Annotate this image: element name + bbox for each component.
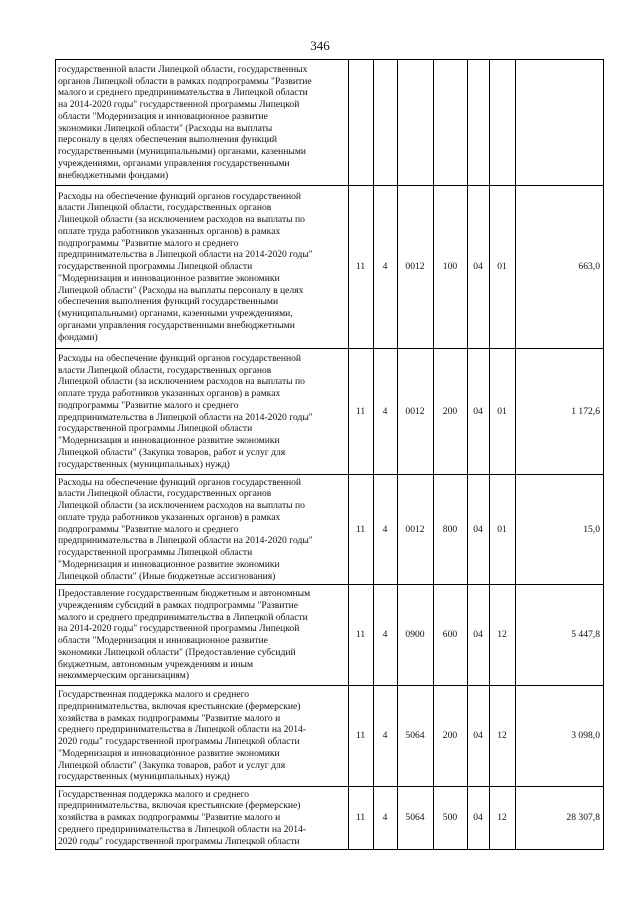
row-description: Расходы на обеспечение функций органов государственной власти Липецкой области, государственных органов Липецкой области (за исключением расходов на выплаты по оплате труда работников указанных органов) в рамках подпрограммы "Развитие малого и среднего предпринимательства в Липецкой области на 2014-2020 годы" государственной программы Липецкой области "Модернизация и инновационное развитие экономики Липецкой области" (Закупка товаров, работ и услуг для государственных (муниципальных) нужд) xyxy=(56,349,349,475)
cell-col6: 01 xyxy=(490,475,516,585)
page-number: 346 xyxy=(310,38,330,53)
cell-col4: 800 xyxy=(434,475,468,585)
row-description: Государственная поддержка малого и среднего предпринимательства, включая крестьянские (фермерские) хозяйства в рамках подпрограммы "Развитие малого и среднего предпринимательства в Липецкой области на 2014- 2020 годы" государственной программы Липецкой области "Модернизация и инновационное развитие экономики Липецкой области" (Закупка товаров, работ и услуг для государственных (муниципальных) нужд) xyxy=(56,686,349,787)
cell-col2 xyxy=(374,60,398,186)
table-row xyxy=(56,349,604,475)
cell-col1 xyxy=(349,60,374,186)
cell-amount: 5 447,8 xyxy=(516,585,604,686)
cell-col5: 04 xyxy=(468,186,490,349)
cell-col1: 11 xyxy=(349,349,374,475)
cell-col2: 4 xyxy=(374,585,398,686)
cell-col2: 4 xyxy=(374,686,398,787)
cell-col3: 5064 xyxy=(398,686,434,787)
row-description: Государственная поддержка малого и среднего предпринимательства, включая крестьянские (фермерские) хозяйства в рамках подпрограммы "Развитие малого и среднего предпринимательства в Липецкой области на 2014- 2020 годы" государственной программы Липецкой области xyxy=(56,787,349,850)
cell-col5: 04 xyxy=(468,686,490,787)
cell-col6 xyxy=(490,60,516,186)
cell-col3 xyxy=(398,60,434,186)
cell-col3: 5064 xyxy=(398,787,434,850)
row-description: Предоставление государственным бюджетным и автономным учреждениям субсидий в рамках подпрограммы "Развитие малого и среднего предпринимательства в Липецкой области на 2014-2020 годы" государственной программы Липецкой области "Модернизация и инновационное развитие экономики Липецкой области" (Предоставление субсидий бюджетным, автономным учреждениям и иным некоммерческим организациям) xyxy=(56,585,349,686)
cell-col1: 11 xyxy=(349,686,374,787)
cell-col2: 4 xyxy=(374,349,398,475)
table-row xyxy=(56,686,604,787)
cell-col6: 12 xyxy=(490,787,516,850)
cell-col5: 04 xyxy=(468,585,490,686)
cell-col5: 04 xyxy=(468,787,490,850)
cell-amount: 15,0 xyxy=(516,475,604,585)
cell-col4: 200 xyxy=(434,349,468,475)
cell-col4: 100 xyxy=(434,186,468,349)
cell-amount: 3 098,0 xyxy=(516,686,604,787)
cell-col5: 04 xyxy=(468,349,490,475)
table-row xyxy=(56,475,604,585)
cell-col6: 01 xyxy=(490,186,516,349)
cell-col2: 4 xyxy=(374,787,398,850)
cell-col1: 11 xyxy=(349,585,374,686)
table-row xyxy=(56,60,604,186)
cell-col3: 0012 xyxy=(398,349,434,475)
row-description: Расходы на обеспечение функций органов государственной власти Липецкой области, государственных органов Липецкой области (за исключением расходов на выплаты по оплате труда работников указанных органов) в рамках подпрограммы "Развитие малого и среднего предпринимательства в Липецкой области на 2014-2020 годы" государственной программы Липецкой области "Модернизация и инновационное развитие экономики Липецкой области" (Расходы на выплаты персоналу в целях обеспечения выполнения функций государственными (муниципальными) органами, казенными учреждениями, органами управления государственными внебюджетными фондами) xyxy=(56,186,349,349)
cell-col6: 01 xyxy=(490,349,516,475)
cell-col2: 4 xyxy=(374,475,398,585)
table-row xyxy=(56,787,604,850)
cell-col4: 200 xyxy=(434,686,468,787)
cell-col6: 12 xyxy=(490,585,516,686)
cell-col6: 12 xyxy=(490,686,516,787)
cell-col4: 600 xyxy=(434,585,468,686)
cell-amount: 28 307,8 xyxy=(516,787,604,850)
budget-table xyxy=(55,59,604,850)
row-description: Расходы на обеспечение функций органов государственной власти Липецкой области, государственных органов Липецкой области (за исключением расходов на выплаты по оплате труда работников указанных органов) в рамках подпрограммы "Развитие малого и среднего предпринимательства в Липецкой области на 2014-2020 годы" государственной программы Липецкой области "Модернизация и инновационное развитие экономики Липецкой области" (Иные бюджетные ассигнования) xyxy=(56,475,349,585)
row-description: государственной власти Липецкой области, государственных органов Липецкой области в рамках подпрограммы "Развитие малого и среднего предпринимательства в Липецкой области на 2014-2020 годы" государственной программы Липецкой области "Модернизация и инновационное развитие экономики Липецкой области" (Расходы на выплаты персоналу в целях обеспечения выполнения функций государственными (муниципальными) органами, казенными учреждениями, органами управления государственными внебюджетными фондами) xyxy=(56,60,349,186)
cell-col3: 0012 xyxy=(398,475,434,585)
cell-col4 xyxy=(434,60,468,186)
cell-amount: 663,0 xyxy=(516,186,604,349)
cell-amount: 1 172,6 xyxy=(516,349,604,475)
cell-col1: 11 xyxy=(349,787,374,850)
table-row xyxy=(56,186,604,349)
cell-col5: 04 xyxy=(468,475,490,585)
cell-col3: 0012 xyxy=(398,186,434,349)
cell-col5 xyxy=(468,60,490,186)
cell-col1: 11 xyxy=(349,186,374,349)
cell-col2: 4 xyxy=(374,186,398,349)
cell-col1: 11 xyxy=(349,475,374,585)
table-row xyxy=(56,585,604,686)
cell-col3: 0900 xyxy=(398,585,434,686)
cell-col4: 500 xyxy=(434,787,468,850)
cell-amount xyxy=(516,60,604,186)
